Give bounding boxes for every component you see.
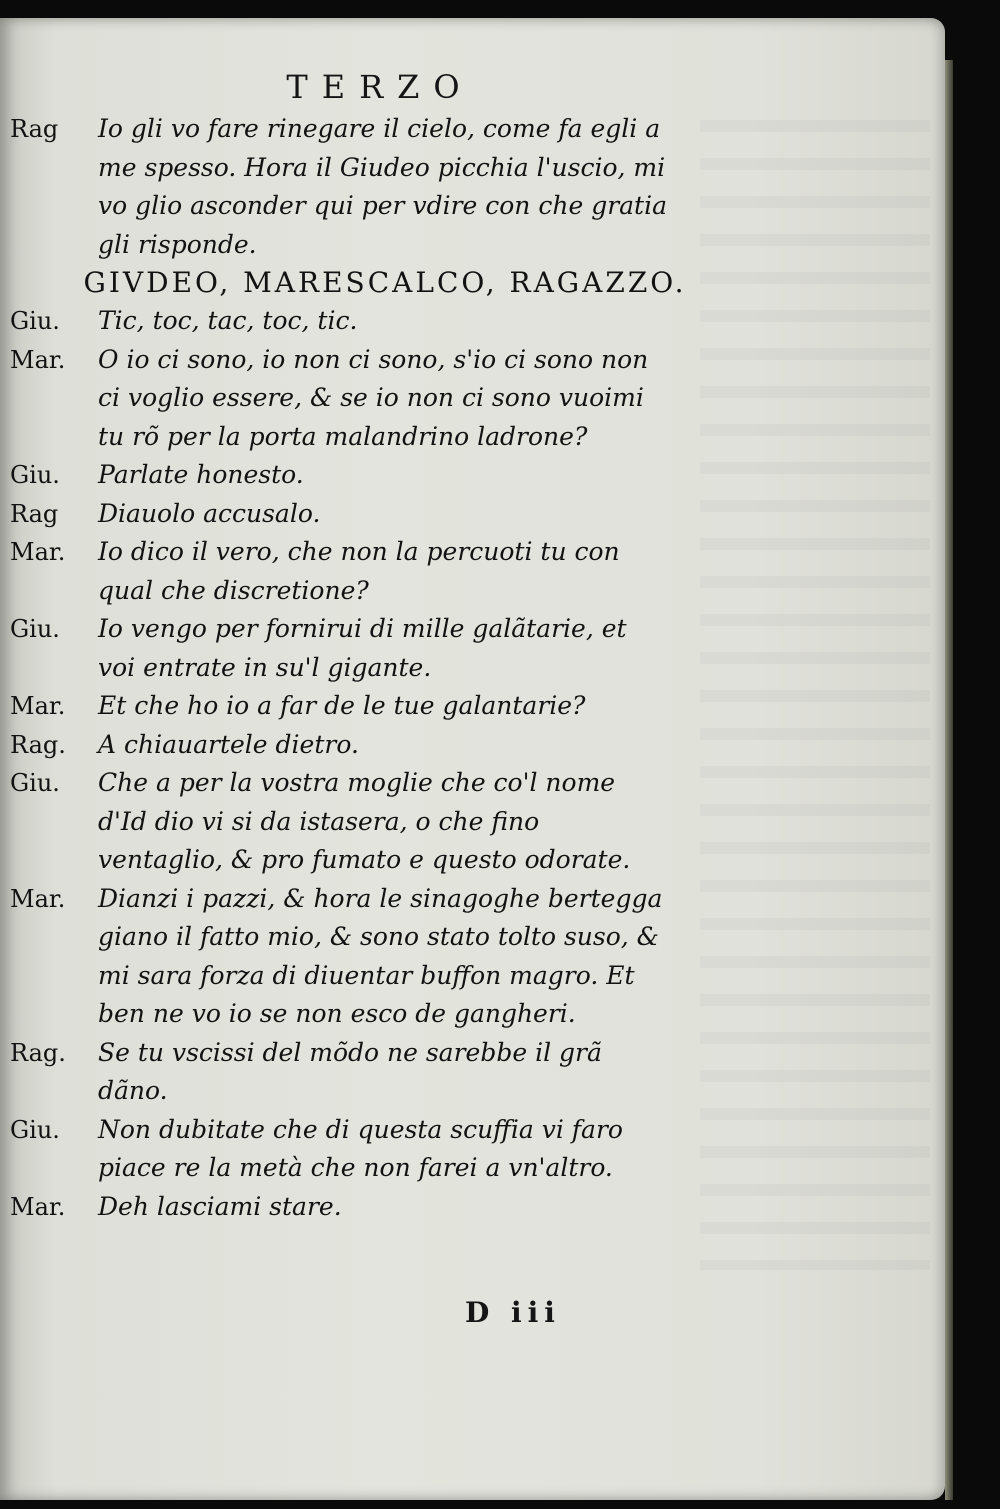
speech-entry [10, 880, 690, 1034]
speech-text: Dianzi i pazzi, & hora le sinagoghe bertegga giano il fatto mio, & sono stato tolto suso, & mi sara forza di diuentar buffon magro. Et ben ne vo io se non esco de gangheri. [98, 883, 663, 1028]
speech-text: O io ci sono, io non ci sono, s'io ci sono non ci voglio essere, & se io non ci sono vuoimi tu rõ per la porta malandrino ladrone? [98, 344, 649, 451]
speaker-label: Rag [10, 115, 59, 143]
speaker-label: Rag [10, 499, 59, 528]
speech-entry [10, 341, 690, 457]
speech-entry [10, 1188, 690, 1227]
speech-entry [10, 687, 690, 726]
speech-text: Et che ho io a far de le tue galantarie? [98, 691, 586, 720]
speaker-label: Giu. [10, 769, 60, 797]
speech-text: Deh lasciami stare. [98, 1191, 342, 1221]
speech-entry [10, 302, 690, 341]
speaker-label: Mar. [10, 884, 66, 913]
speech-entry [10, 110, 690, 264]
speaker-label: Mar. [10, 692, 66, 720]
speaker-label: Mar. [10, 1192, 66, 1221]
speech-text: A chiauartele dietro. [98, 729, 359, 759]
speaker-label: Rag. [10, 1038, 66, 1067]
speaker-label: Giu. [10, 307, 60, 335]
speech-entry [10, 726, 690, 765]
speech-text: Io vengo per fornirui di mille galãtarie, et voi entrate in su'l gigante. [98, 614, 627, 682]
speaker-label: Giu. [10, 461, 60, 489]
signature-mark: D iii [465, 1296, 561, 1329]
speech-text: Io dico il vero, che non la percuoti tu con qual che discretione? [98, 537, 620, 605]
running-head: TERZO [286, 68, 474, 106]
speaker-label: Giu. [10, 615, 60, 643]
speech-text: Io gli vo fare rinegare il cielo, come fa egli a me spesso. Hora il Giudeo picchia l'uscio, mi vo glio asconder qui per vdire con che gratia gli risponde. [98, 114, 668, 259]
speech-text: Che a per la vostra moglie che co'l nome d'Id dio vi si da istasera, o che fino ventaglio, & pro fumato e questo odorate. [98, 768, 631, 874]
page-edge [945, 60, 953, 1500]
speech-text: Tic, toc, tac, toc, tic. [98, 306, 358, 335]
speech-text: Parlate honesto. [98, 460, 304, 489]
speaker-label: Mar. [10, 345, 66, 374]
text-block [10, 110, 690, 1226]
speech-text: Diauolo accusalo. [98, 498, 321, 528]
speech-entry [10, 533, 690, 610]
speaker-label: Mar. [10, 538, 66, 566]
speech-entry [10, 610, 690, 687]
speech-entry [10, 495, 690, 534]
speaker-label: Giu. [10, 1115, 60, 1144]
show-through [700, 120, 930, 1270]
speech-entry [10, 1111, 690, 1188]
speech-entry [10, 1034, 690, 1111]
speech-entry [10, 456, 690, 495]
speech-entry [10, 764, 690, 880]
speech-text: Non dubitate che di questa scuffia vi faro piace re la metà che non farei a vn'altro. [98, 1114, 623, 1182]
speaker-label: Rag. [10, 730, 66, 759]
scene-heading: GIVDEO, MARESCALCO, RAGAZZO. [83, 266, 687, 299]
speech-text: Se tu vscissi del mõdo ne sarebbe il grã dãno. [98, 1037, 602, 1105]
